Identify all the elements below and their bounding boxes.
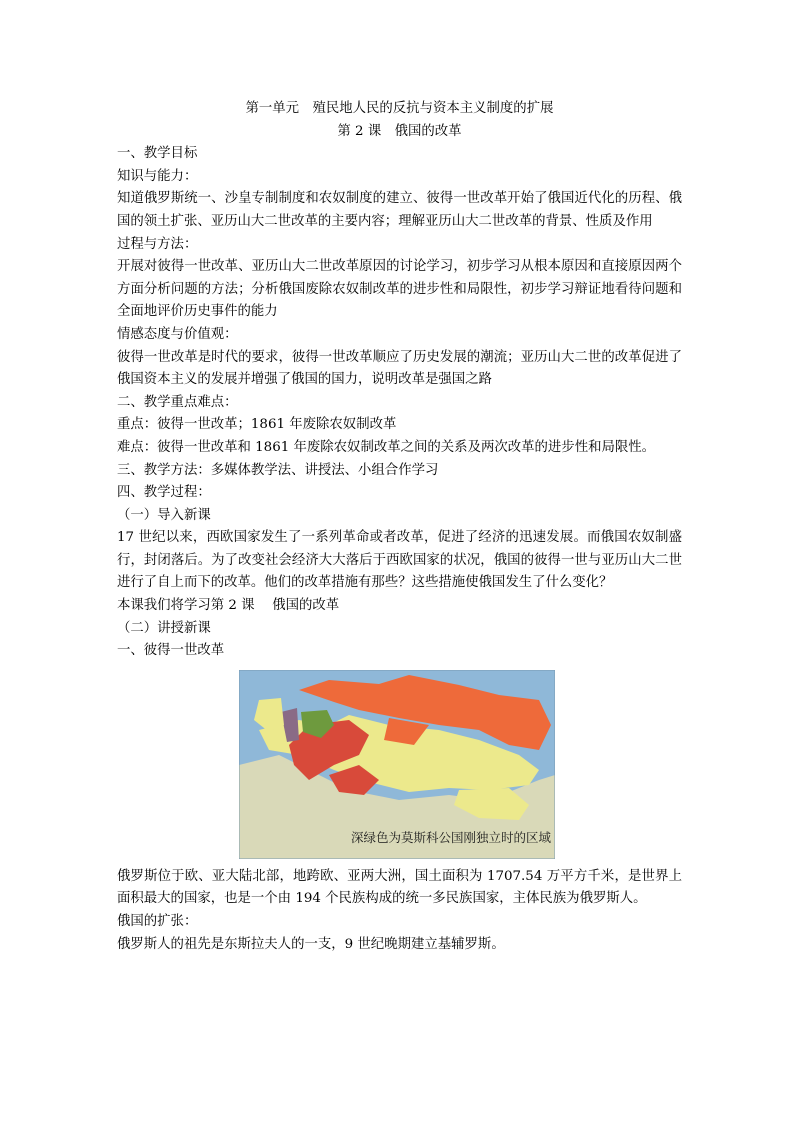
document-page	[117, 98, 682, 956]
map-caption: 深绿色为莫斯科公国刚独立时的区域	[350, 829, 551, 845]
process-label: 过程与方法：	[117, 236, 198, 252]
part1-heading: 一、彼得一世改革	[117, 643, 225, 659]
section-methods-heading: 三、教学方法：多媒体教学法、讲授法、小组合作学习	[117, 462, 439, 478]
map-graphic	[239, 670, 555, 859]
expansion-text: 俄罗斯人的祖先是东斯拉夫人的一支，9 世纪晚期建立基辅罗斯。	[117, 936, 505, 952]
unit-title: 第一单元 殖民地人民的反抗与资本主义制度的扩展	[245, 101, 554, 116]
expansion-label: 俄国的扩张：	[117, 914, 198, 930]
difficulties: 难点：彼得一世改革和 1861 年废除农奴制改革之间的关系及两次改革的进步性和局限性。	[117, 439, 656, 455]
key-points: 重点：彼得一世改革；1861 年废除农奴制改革	[117, 417, 397, 433]
process-text: 开展对彼得一世改革、亚历山大二世改革原因的讨论学习，初步学习从根本原因和直接原因两个方面分析问题的方法；分析俄国废除农奴制改革的进步性和局限性，初步学习辩证地看待问题和全面地评价历史事件的能力	[117, 259, 682, 320]
section-objectives-heading: 一、教学目标	[117, 146, 198, 162]
lesson-title: 第 2 课 俄国的改革	[337, 123, 462, 139]
intro-heading: （一）导入新课	[117, 507, 211, 523]
intro-text: 17 世纪以来，西欧国家发生了一系列革命或者改革，促进了经济的迅速发展。而俄国农奴制盛行，封闭落后。为了改变社会经济大大落后于西欧国家的状况，俄国的彼得一世与亚历山大二世进行了自上而下的改革。他们的改革措施有那些？这些措施使俄国发生了什么变化？	[117, 530, 682, 591]
geo-text: 俄罗斯位于欧、亚大陆北部，地跨欧、亚两大洲，国土面积为 1707.54 万平方千米，是世界上面积最大的国家，也是一个由 194 个民族构成的统一多民族国家，主体民族为俄罗斯人。	[117, 868, 682, 907]
section-process-heading: 四、教学过程：	[117, 485, 211, 501]
knowledge-text: 知道俄罗斯统一、沙皇专制制度和农奴制度的建立、彼得一世改革开始了俄国近代化的历程、俄国的领土扩张、亚历山大二世改革的主要内容；理解亚历山大二世改革的背景、性质及作用	[117, 191, 682, 229]
intro-close: 本课我们将学习第 2 课 俄国的改革	[117, 598, 340, 614]
teach-heading: （二）讲授新课	[117, 620, 211, 636]
section-keypoints-heading: 二、教学重点难点：	[117, 394, 238, 410]
knowledge-label: 知识与能力：	[117, 168, 198, 184]
attitude-label: 情感态度与价值观：	[117, 326, 238, 342]
russia-expansion-map	[239, 670, 555, 859]
attitude-text: 彼得一世改革是时代的要求，彼得一世改革顺应了历史发展的潮流；亚历山大二世的改革促进了俄国资本主义的发展并增强了俄国的国力，说明改革是强国之路	[117, 349, 682, 388]
